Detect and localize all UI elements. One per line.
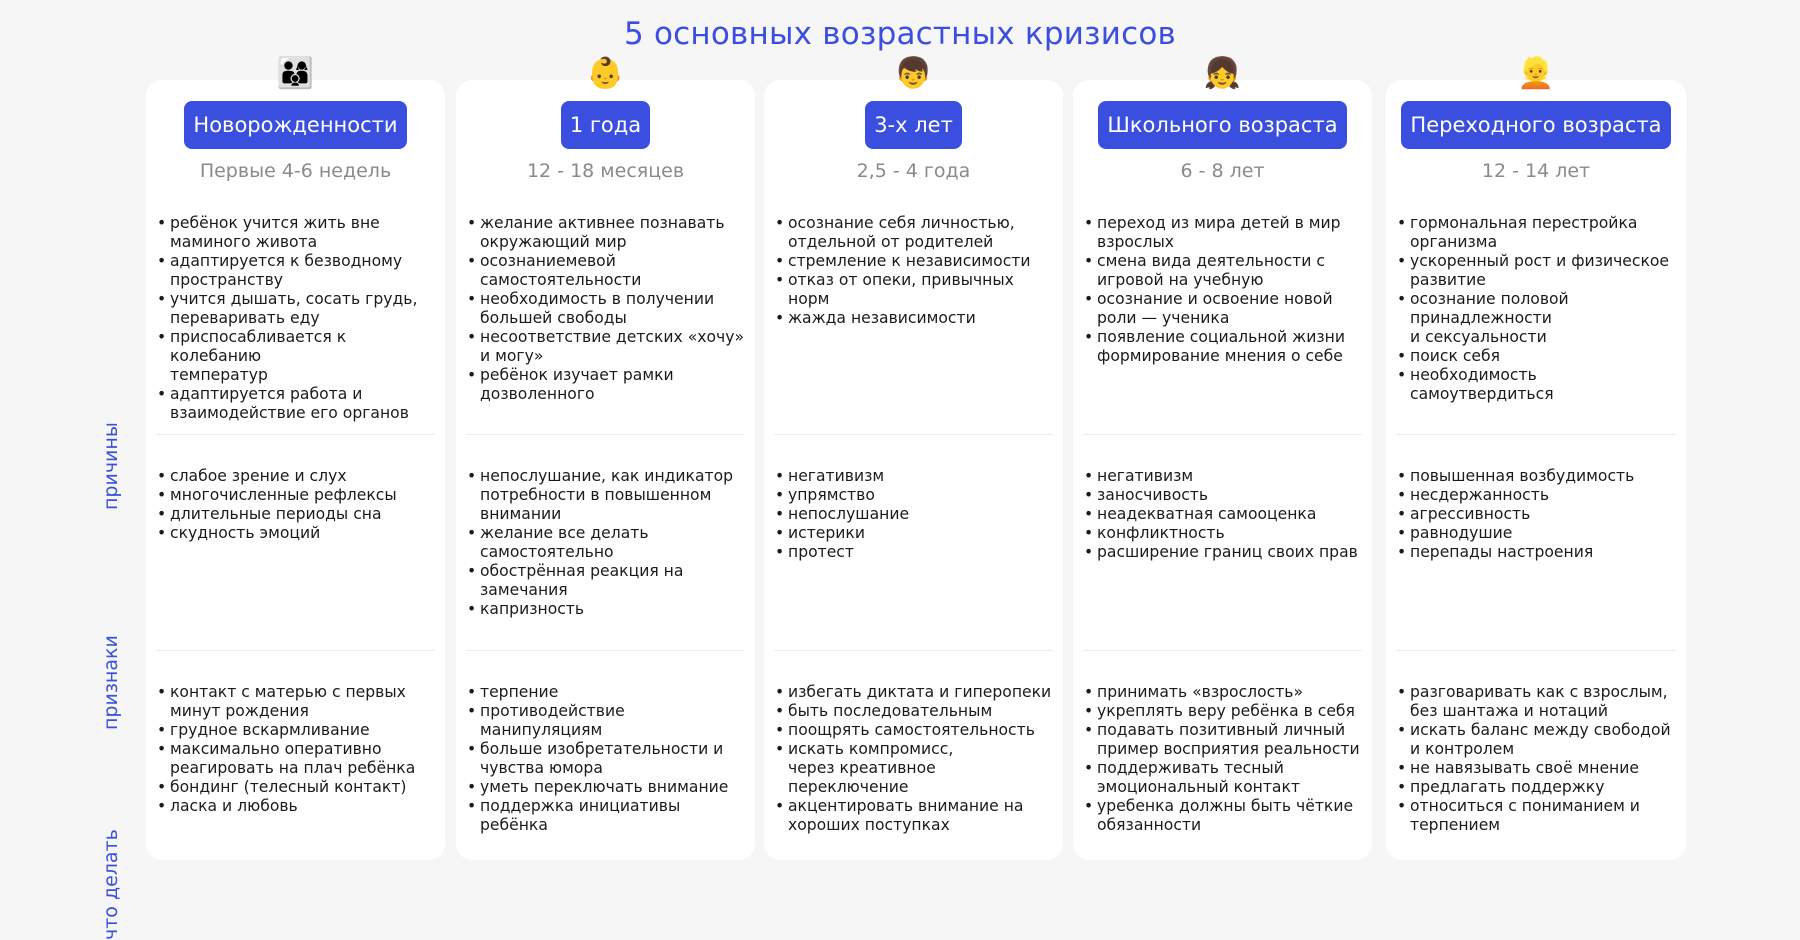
list-item: • необходимость в получении большей свободы: [480, 290, 749, 328]
list-item: • необходимость самоутвердиться: [1410, 366, 1680, 404]
list-item: • появление социальной жизни формирование мнения о себе: [1097, 328, 1366, 366]
list-item: • слабое зрение и слух: [170, 467, 439, 486]
list-item: • укреплять веру ребёнка в себя: [1097, 702, 1366, 721]
crisis-column: [1073, 56, 1372, 860]
todo-list: [1073, 683, 1372, 835]
list-item: • поддерживать тесный эмоциональный контакт: [1097, 759, 1366, 797]
signs-list: [764, 467, 1063, 562]
section-divider: [156, 434, 435, 435]
list-item: • желание активнее познавать окружающий мир: [480, 214, 749, 252]
section-divider: [1083, 434, 1362, 435]
row-label-todo: что делать: [100, 829, 122, 940]
list-item: • повышенная возбудимость: [1410, 467, 1680, 486]
list-item: • негативизм: [788, 467, 1057, 486]
list-item: • непослушание: [788, 505, 1057, 524]
list-item: • отказ от опеки, привычных норм: [788, 271, 1057, 309]
list-item: • адаптируется работа и взаимодействие его органов: [170, 385, 439, 423]
list-item: • несоответствие детских «хочу» и могу»: [480, 328, 749, 366]
age-range: Первые 4-6 недель: [199, 160, 392, 182]
signs-list: [1073, 467, 1372, 562]
list-item: • негативизм: [1097, 467, 1366, 486]
causes-list: [1073, 214, 1372, 366]
list-item: • подавать позитивный личный пример восприятия реальности: [1097, 721, 1366, 759]
row-labels: [100, 80, 140, 940]
list-item: • ребёнок учится жить вне маминого живота: [170, 214, 439, 252]
row-label-causes: причины: [100, 422, 122, 510]
crisis-name-badge: 1 года: [561, 101, 650, 149]
crisis-name-badge: Переходного возраста: [1401, 101, 1670, 149]
list-item: • истерики: [788, 524, 1057, 543]
list-item: • многочисленные рефлексы: [170, 486, 439, 505]
age-range: 2,5 - 4 года: [856, 160, 971, 182]
section-divider: [774, 650, 1053, 651]
signs-list: [146, 467, 445, 543]
list-item: • перепады настроения: [1410, 543, 1680, 562]
section-divider: [466, 434, 745, 435]
list-item: • несдержанность: [1410, 486, 1680, 505]
crisis-column: [764, 56, 1063, 860]
list-item: • упрямство: [788, 486, 1057, 505]
list-item: • скудность эмоций: [170, 524, 439, 543]
list-item: • искать баланс между свободой и контролем: [1410, 721, 1680, 759]
crisis-column: [1386, 56, 1686, 860]
list-item: • гормональная перестройка организма: [1410, 214, 1680, 252]
crisis-name-badge: Новорожденности: [184, 101, 406, 149]
list-item: • принимать «взрослость»: [1097, 683, 1366, 702]
list-item: • непослушание, как индикатор потребности в повышенном внимании: [480, 467, 749, 524]
age-range: 12 - 14 лет: [1481, 160, 1591, 182]
crisis-column: [146, 56, 445, 860]
list-item: • поиск себя: [1410, 347, 1680, 366]
crisis-column: [456, 56, 755, 860]
list-item: • протест: [788, 543, 1057, 562]
crisis-name-badge: 3-х лет: [865, 101, 962, 149]
causes-list: [456, 214, 755, 404]
causes-list: [764, 214, 1063, 328]
list-item: • искать компромисс, через креативное переключение: [788, 740, 1057, 797]
signs-list: [1386, 467, 1686, 562]
girl-icon: 👧: [1203, 56, 1242, 91]
list-item: • осознание и освоение новой роли — ученика: [1097, 290, 1366, 328]
baby-icon: 👶: [586, 56, 625, 91]
crisis-name-badge: Школьного возраста: [1098, 101, 1346, 149]
list-item: • грудное вскармливание: [170, 721, 439, 740]
list-item: • противодействие манипуляциям: [480, 702, 749, 740]
list-item: • разговаривать как с взрослым, без шантажа и нотаций: [1410, 683, 1680, 721]
list-item: • ребёнок изучает рамки дозволенного: [480, 366, 749, 404]
child-icon: 👦: [894, 56, 933, 91]
list-item: • предлагать поддержку: [1410, 778, 1680, 797]
list-item: • осознание себя личностью, отдельной от родителей: [788, 214, 1057, 252]
list-item: • адаптируется к безводному пространству: [170, 252, 439, 290]
list-item: • обострённая реакция на замечания: [480, 562, 749, 600]
causes-list: [146, 214, 445, 423]
section-divider: [774, 434, 1053, 435]
list-item: • не навязывать своё мнение: [1410, 759, 1680, 778]
section-divider: [156, 650, 435, 651]
list-item: • равнодушие: [1410, 524, 1680, 543]
list-item: • капризность: [480, 600, 749, 619]
causes-list: [1386, 214, 1686, 404]
list-item: • осознание половой принадлежности и сексуальности: [1410, 290, 1680, 347]
list-item: • конфликтность: [1097, 524, 1366, 543]
list-item: • поощрять самостоятельность: [788, 721, 1057, 740]
age-range: 6 - 8 лет: [1180, 160, 1265, 182]
age-range: 12 - 18 месяцев: [526, 160, 685, 182]
list-item: • быть последовательным: [788, 702, 1057, 721]
list-item: • максимально оперативно реагировать на плач ребёнка: [170, 740, 439, 778]
list-item: • ускоренный рост и физическое развитие: [1410, 252, 1680, 290]
list-item: • учится дышать, сосать грудь, переваривать еду: [170, 290, 439, 328]
list-item: • смена вида деятельности с игровой на учебную: [1097, 252, 1366, 290]
list-item: • бондинг (телесный контакт): [170, 778, 439, 797]
list-item: • агрессивность: [1410, 505, 1680, 524]
list-item: • длительные периоды сна: [170, 505, 439, 524]
section-divider: [466, 650, 745, 651]
todo-list: [456, 683, 755, 835]
list-item: • желание все делать самостоятельно: [480, 524, 749, 562]
section-divider: [1396, 434, 1676, 435]
list-item: • больше изобретательности и чувства юмора: [480, 740, 749, 778]
list-item: • заносчивость: [1097, 486, 1366, 505]
list-item: • осознаниемевой самостоятельности: [480, 252, 749, 290]
list-item: • терпение: [480, 683, 749, 702]
todo-list: [1386, 683, 1686, 835]
list-item: • избегать диктата и гиперопеки: [788, 683, 1057, 702]
list-item: • акцентировать внимание на хороших поступках: [788, 797, 1057, 835]
todo-list: [764, 683, 1063, 835]
list-item: • жажда независимости: [788, 309, 1057, 328]
list-item: • приспосабливается к колебанию температур: [170, 328, 439, 385]
list-item: • неадекватная самооценка: [1097, 505, 1366, 524]
teen-icon: 👱: [1517, 56, 1555, 91]
list-item: • ласка и любовь: [170, 797, 439, 816]
family-icon: 👨‍👩‍👦: [276, 56, 315, 91]
page-title: 5 основных возрастных кризисов: [624, 16, 1176, 52]
section-divider: [1083, 650, 1362, 651]
todo-list: [146, 683, 445, 816]
section-divider: [1396, 650, 1676, 651]
row-label-signs: признаки: [100, 635, 122, 730]
list-item: • относиться с пониманием и терпением: [1410, 797, 1680, 835]
list-item: • расширение границ своих прав: [1097, 543, 1366, 562]
list-item: • поддержка инициативы ребёнка: [480, 797, 749, 835]
list-item: • уребенка должны быть чёткие обязанности: [1097, 797, 1366, 835]
list-item: • уметь переключать внимание: [480, 778, 749, 797]
list-item: • стремление к независимости: [788, 252, 1057, 271]
list-item: • контакт с матерью с первых минут рождения: [170, 683, 439, 721]
signs-list: [456, 467, 755, 619]
list-item: • переход из мира детей в мир взрослых: [1097, 214, 1366, 252]
